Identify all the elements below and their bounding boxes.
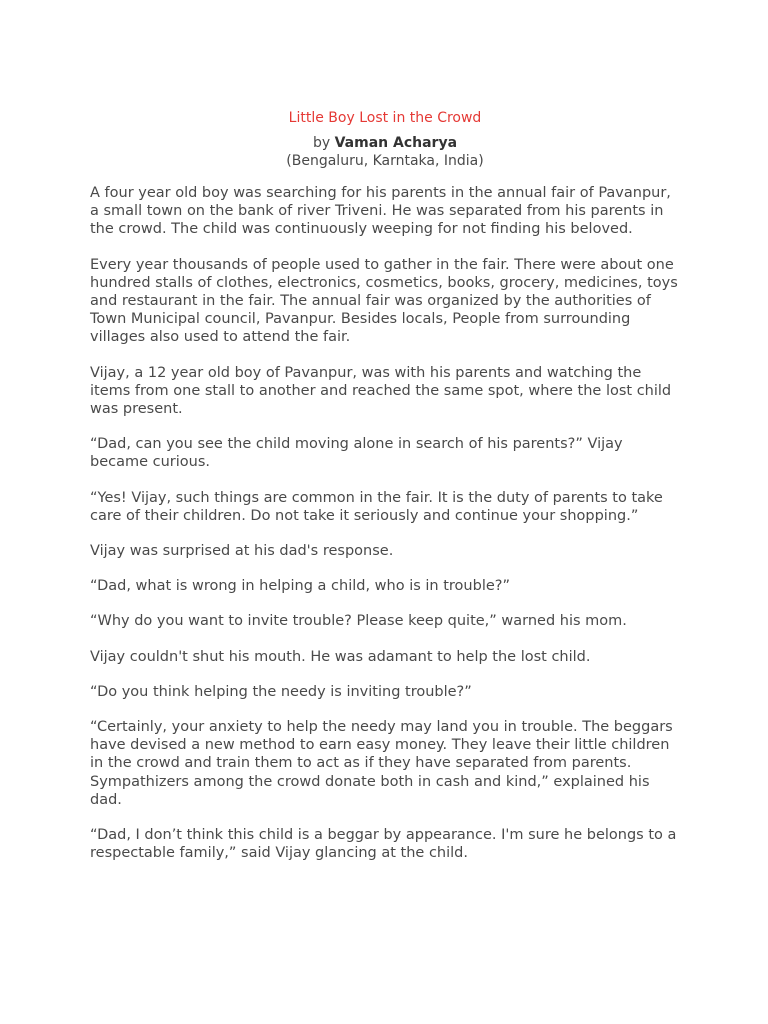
document-page bbox=[90, 108, 680, 879]
paragraph: “Dad, can you see the child moving alone in search of his parents?” Vijay became curious. bbox=[90, 436, 623, 471]
paragraph: Vijay, a 12 year old boy of Pavanpur, was with his parents and watching the items from one stall to another and reached the same spot, where the lost child was present. bbox=[90, 364, 672, 418]
byline bbox=[90, 134, 680, 152]
paragraph: Vijay was surprised at his dad's response. bbox=[90, 543, 394, 560]
paragraph: “Dad, I don’t think this child is a beggar by appearance. I'm sure he belongs to a respectable family,” said Vijay glancing at the child. bbox=[90, 827, 677, 862]
paragraph: A four year old boy was searching for his parents in the annual fair of Pavanpur, a small town on the bank of river Triveni. He was separated from his parents in the crowd. The child was continuously weeping for not finding his beloved. bbox=[90, 185, 671, 238]
author-location: (Bengaluru, Karntaka, India) bbox=[286, 153, 484, 169]
paragraph: “Dad, what is wrong in helping a child, who is in trouble?” bbox=[90, 578, 510, 595]
paragraph: “Do you think helping the needy is inviting trouble?” bbox=[90, 683, 472, 700]
author-name: Vaman Acharya bbox=[334, 135, 458, 151]
paragraph: “Certainly, your anxiety to help the needy may land you in trouble. The beggars have devised a new method to earn easy money. They leave their little children in the crowd and train them to act as if they have separated from parents. Sympathizers among the crowd donate both in cash and kind,” explained his dad. bbox=[90, 719, 673, 808]
byline-prefix: by bbox=[312, 135, 331, 151]
story-body bbox=[90, 184, 680, 862]
story-title: Little Boy Lost in the Crowd bbox=[288, 110, 482, 126]
paragraph: Vijay couldn't shut his mouth. He was adamant to help the lost child. bbox=[90, 648, 591, 665]
paragraph: Every year thousands of people used to gather in the fair. There were about one hundred stalls of clothes, electronics, cosmetics, books, grocery, medicines, toys and restaurant in the fair. The annual fair was organized by the authorities of Town Municipal council, Pavanpur. Besides locals, People from surrounding villages also used to attend the fair. bbox=[90, 256, 678, 346]
paragraph: “Yes! Vijay, such things are common in the fair. It is the duty of parents to take care of their children. Do not take it seriously and continue your shopping.” bbox=[90, 489, 663, 524]
paragraph: “Why do you want to invite trouble? Please keep quite,” warned his mom. bbox=[90, 613, 627, 630]
